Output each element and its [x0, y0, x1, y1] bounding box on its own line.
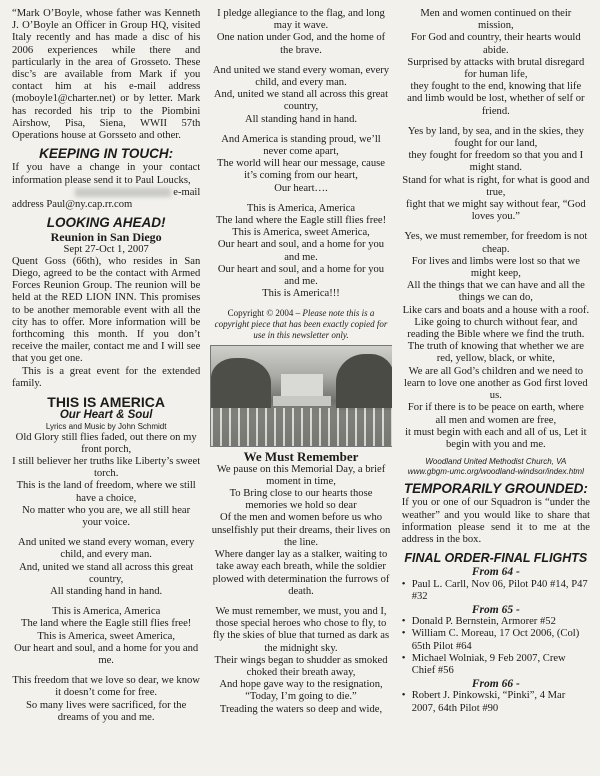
church-name: Woodland United Methodist Church, VA [425, 457, 567, 467]
copyright-prefix: Copyright © 2004 – [227, 308, 303, 319]
bullet-icon: • [401, 690, 406, 702]
poem-stanza-5: Yes, we must remember, for freedom is not cheap. For lives and limbs were lost so that we might keep, All the things that we can have and all the things we can do, Like cars and boats and a house with a roof. Like going to church without fear, and reading the Bible where we find the truth. The truth of knowing that whether we are red, yellow, black, or white, We are all God’s children and we need to learn to love one another as God first loved us. For if there is to be peace on earth, where all men and women are free, it must begin with each and all of us, Let it begin with you and me. [402, 231, 590, 450]
column-right [402, 8, 590, 776]
list-item-text: Donald P. Bernstein, Armorer #52 [411, 616, 556, 628]
keeping-email-line [12, 187, 200, 199]
keeping-in-touch-heading: KEEPING IN TOUCH: [39, 146, 174, 162]
reunion-dates: Sept 27-Oct 1, 2007 [63, 243, 149, 255]
bullet-icon: • [401, 652, 406, 664]
reunion-text: Quent Goss (66th), who resides in San Diego, agreed to be the contact with Armed Forces Reunion Group. The reunion will be held at the RED LION INN. This promises to be another memorable event with all the city has to offer. More information will be forthcoming this month. If you don’t receive the mailer, contact me and I will see that you get one. [12, 255, 201, 365]
song-credit: Lyrics and Music by John Schmidt [45, 421, 167, 431]
song-stanza-7: And America is standing proud, we’ll never come apart, The world will hear our message, cause it’s coming from our heart, Our heart…. [217, 133, 385, 194]
poem-stanza-3: Men and women continued on their mission, For God and country, their hearts would abide. Surprised by attacks with brutal disregard for human life, they fought to the end, knowing that life and limb would be lost, whether of self or friend. [407, 8, 585, 117]
group-label-66: From 66 - [471, 678, 520, 691]
this-is-america-heading: THIS IS AMERICA [47, 394, 166, 411]
church-url[interactable]: www.gbgm-umc.org/woodland-windsor/index.html [407, 467, 584, 477]
poem-stanza-1: We pause on this Memorial Day, a brief moment in time, To Bring close to our hearts those memories we hold so dear Of the men and women before us who unselfishly put their dreams, their lives on the line. Where danger lay as a stalker, waiting to take away each breath, while the soldier plowed with determination the furrows of death. [211, 463, 391, 597]
reunion-title: Reunion in San Diego [50, 230, 162, 245]
list-item [402, 690, 590, 714]
redacted-address [75, 188, 171, 197]
final-flights-heading: FINAL ORDER-FINAL FLIGHTS [404, 551, 588, 566]
bullet-icon: • [401, 628, 406, 640]
keeping-text-2: e-mail [173, 186, 201, 198]
keeping-text-1: If you have a change in your contact information please send it to Paul Loucks, [12, 162, 201, 186]
column-left [12, 8, 200, 776]
list-item-text: Paul L. Carll, Nov 06, Pilot P40 #14, P47 #32 [411, 578, 588, 602]
song-stanza-2: And united we stand every woman, every child, and every man. And, united we stand all across this great country, All standing hand in hand. [18, 537, 195, 597]
song-stanza-8: This is America, America The land where the Eagle still flies free! This is America, sweet America, Our heart and soul, and a home for you and me. Our heart and soul, and a home for you and me. This is America!!! [215, 202, 387, 300]
song-stanza-3: This is America, America The land where the Eagle still flies free! This is America, sweet America, Our heart and soul, and a home for you and me. [14, 606, 199, 666]
song-stanza-1: Old Glory still flies faded, out there on my front porch, I still believer her truths like Liberty’s sweet torch. This is the land of freedom, where we still have a choice, No matter who you are, we all still hear your voice. [12, 431, 201, 528]
intro-paragraph: “Mark O’Boyle, whose father was Kenneth J. O’Boyle an Officer in Group HQ, visited Italy recently and has made a disc of his 2006 experiences while there and particularly in the area of Grosseto. These disc’s are available from Mark if you contact him at his e-mail address (moboyle1@charter.net) or by letter. Mark has recorded his trip to the Piombini Airshow, Pisa, Siena, WWII 57th Operations house at Gorsseto and other. [12, 8, 201, 142]
song-stanza-6: And united we stand every woman, every child, and every man. And, united we stand all across this great country, All standing hand in hand. [212, 64, 390, 125]
column-middle [210, 8, 391, 776]
list-item [402, 653, 590, 677]
temporarily-grounded-text: If you or one of our Squadron is “under the weather” and you would like to share that information please send it to me at the address in the box. [401, 497, 590, 545]
list-item [402, 579, 590, 603]
copyright-text: Please note this is a copyright piece that has been exactly copied for use in this newsletter only. [214, 308, 388, 341]
song-title: Our Heart & Soul [59, 409, 153, 422]
bullet-icon: • [401, 616, 406, 628]
group-label-64: From 64 - [471, 566, 520, 579]
keeping-in-touch-text [12, 162, 200, 186]
group-label-65: From 65 - [471, 603, 520, 616]
keeping-text-3: address Paul@ny.cap.rr.com [12, 199, 133, 211]
list-item [402, 628, 590, 652]
poem-stanza-4: Yes by land, by sea, and in the skies, they fought for our land, they fought for freedom so that you and I might stand. Stand for what is right, for what is good and true, fight that we might say without fear, “God loves you.” [402, 125, 590, 223]
bullet-icon: • [401, 578, 406, 590]
song-stanza-4: This freedom that we love so dear, we know it doesn’t come for free. So many lives were sacrificed, for the dreams of you and me. [12, 675, 200, 723]
temporarily-grounded-heading: TEMPORARILY GROUNDED: [403, 481, 588, 497]
list-item-text: Michael Wolniak, 9 Feb 2007, Crew Chief #56 [411, 652, 566, 676]
reunion-closing: This is a great event for the extended family. [12, 365, 201, 389]
list-item-text: William C. Moreau, 17 Oct 2006, (Col) 65th Pilot #64 [411, 628, 580, 652]
list-item-text: Robert J. Pinkowski, “Pinki”, 4 Mar 2007, 64th Pilot #90 [411, 690, 566, 714]
poem-stanza-2: We must remember, we must, you and I, those special heroes who chose to fly, to fly the skies of blue that turned as dark as the midnight sky. Their wings began to shudder as smoked choked their breath away, And hope gave way to the resignation, “Today, I’m going to die.” Treading the waters so deep and wide, [212, 605, 390, 715]
list-item [402, 616, 590, 628]
song-stanza-5: I pledge allegiance to the flag, and long may it wave. One nation under God, and the home of the brave. [216, 8, 386, 56]
arlington-cemetery-photo [210, 345, 391, 447]
copyright-note [210, 308, 391, 341]
poem-title: We Must Remember [243, 449, 359, 465]
looking-ahead-heading: LOOKING AHEAD! [46, 215, 166, 231]
